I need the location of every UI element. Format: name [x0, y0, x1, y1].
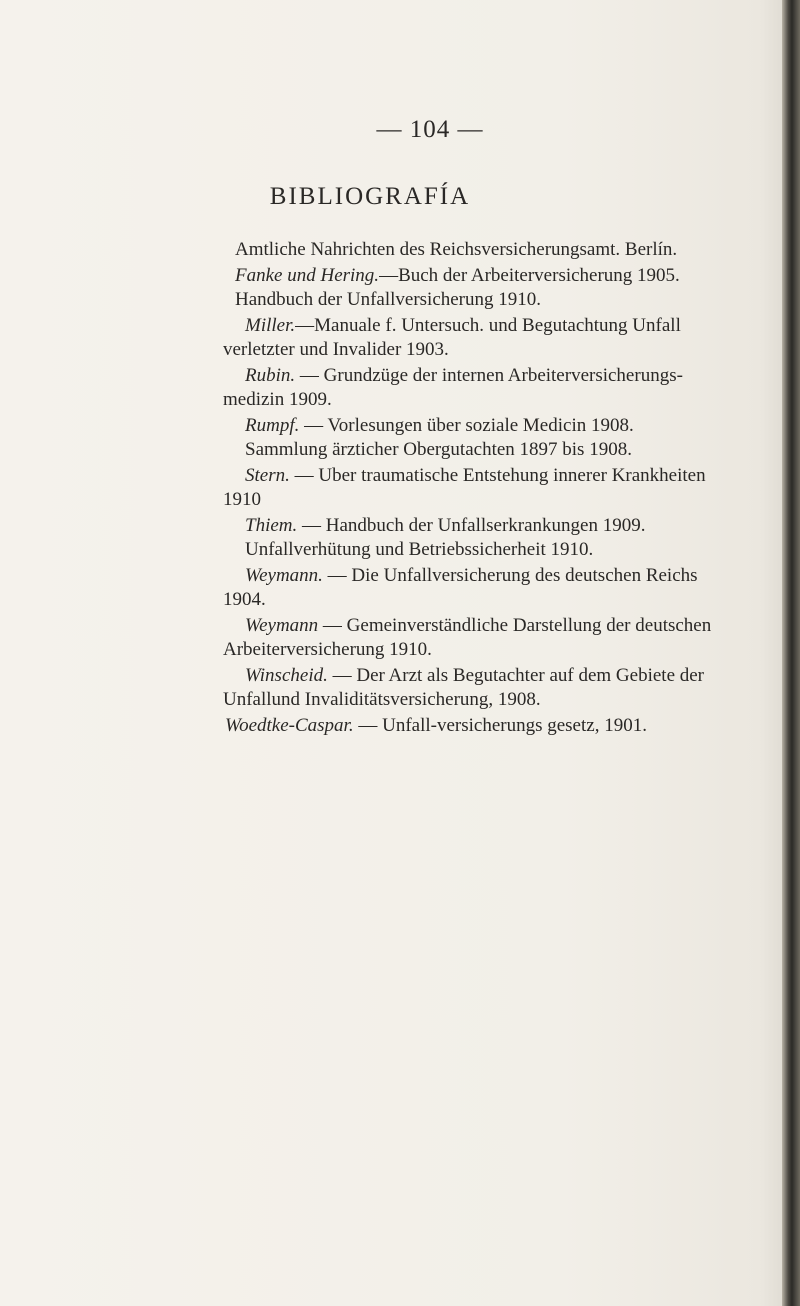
entry-author: Rubin.: [245, 365, 296, 386]
entry-continuation: Sammlung ärzticher Obergutachten 1897 bis 1908.: [245, 439, 632, 460]
entry-text: — Grundzüge der internen Arbeiterversicherungs-: [299, 365, 683, 386]
entry-author: Weymann: [245, 615, 319, 636]
entry-continuation: 1910: [223, 489, 261, 510]
entry-author: Woedtke-Caspar.: [225, 715, 354, 736]
entry-author: Fanke und Hering.: [235, 265, 380, 286]
bibliography-entry: [235, 238, 745, 262]
entry-continuation: 1904.: [223, 589, 266, 610]
entry-text: — Uber traumatische Entstehung innerer Krankheiten: [294, 465, 706, 486]
entry-text: —Manuale f. Untersuch. und Begutachtung Unfall: [295, 315, 681, 336]
entry-text: — Vorlesungen über soziale Medicin 1908.: [304, 415, 634, 436]
entry-author: Miller.: [245, 315, 296, 336]
entry-text: — Gemeinverständliche Darstellung der deutschen: [322, 615, 712, 636]
entry-continuation: Arbeiterversicherung 1910.: [223, 639, 432, 660]
book-binding-edge: [782, 0, 800, 1306]
entry-continuation: Unfallund Invaliditätsversicherung, 1908.: [223, 689, 541, 710]
entry-author: Stern.: [245, 465, 290, 486]
entry-author: Weymann.: [245, 565, 323, 586]
entry-author: Thiem.: [245, 515, 298, 536]
entry-text: — Unfall-versicherungs gesetz, 1901.: [358, 715, 647, 736]
entry-continuation: Unfallverhütung und Betriebssicherheit 1910.: [245, 539, 594, 560]
entry-text: Amtliche Nahrichten des Reichsversicherungsamt. Berlín.: [235, 239, 678, 260]
bibliography-entry: [223, 314, 745, 362]
bibliography-entry: [223, 464, 745, 512]
bibliography-entry: [223, 664, 745, 712]
bibliography-entry: [223, 564, 745, 612]
entry-text: — Die Unfallversicherung des deutschen Reichs: [327, 565, 698, 586]
bibliography-list: [223, 238, 745, 740]
entry-continuation: Handbuch der Unfallversicherung 1910.: [235, 289, 542, 310]
bibliography-entry: [235, 264, 745, 312]
entry-author: Winscheid.: [245, 665, 328, 686]
entry-text: — Handbuch der Unfallserkrankungen 1909.: [302, 515, 646, 536]
bibliography-entry: [223, 364, 745, 412]
bibliography-entry: [245, 414, 745, 462]
page-number: — 104 —: [376, 116, 484, 143]
bibliography-entry: [225, 714, 745, 738]
bibliography-entry: [223, 614, 745, 662]
entry-text: —Buch der Arbeiterversicherung 1905.: [379, 265, 680, 286]
entry-continuation: verletzter und Invalider 1903.: [223, 339, 449, 360]
entry-text: — Der Arzt als Begutachter auf dem Gebiete der: [332, 665, 705, 686]
entry-author: Rumpf.: [245, 415, 300, 436]
entry-continuation: medizin 1909.: [223, 389, 332, 410]
page-heading: BIBLIOGRAFÍA: [269, 183, 471, 210]
bibliography-entry: [245, 514, 745, 562]
